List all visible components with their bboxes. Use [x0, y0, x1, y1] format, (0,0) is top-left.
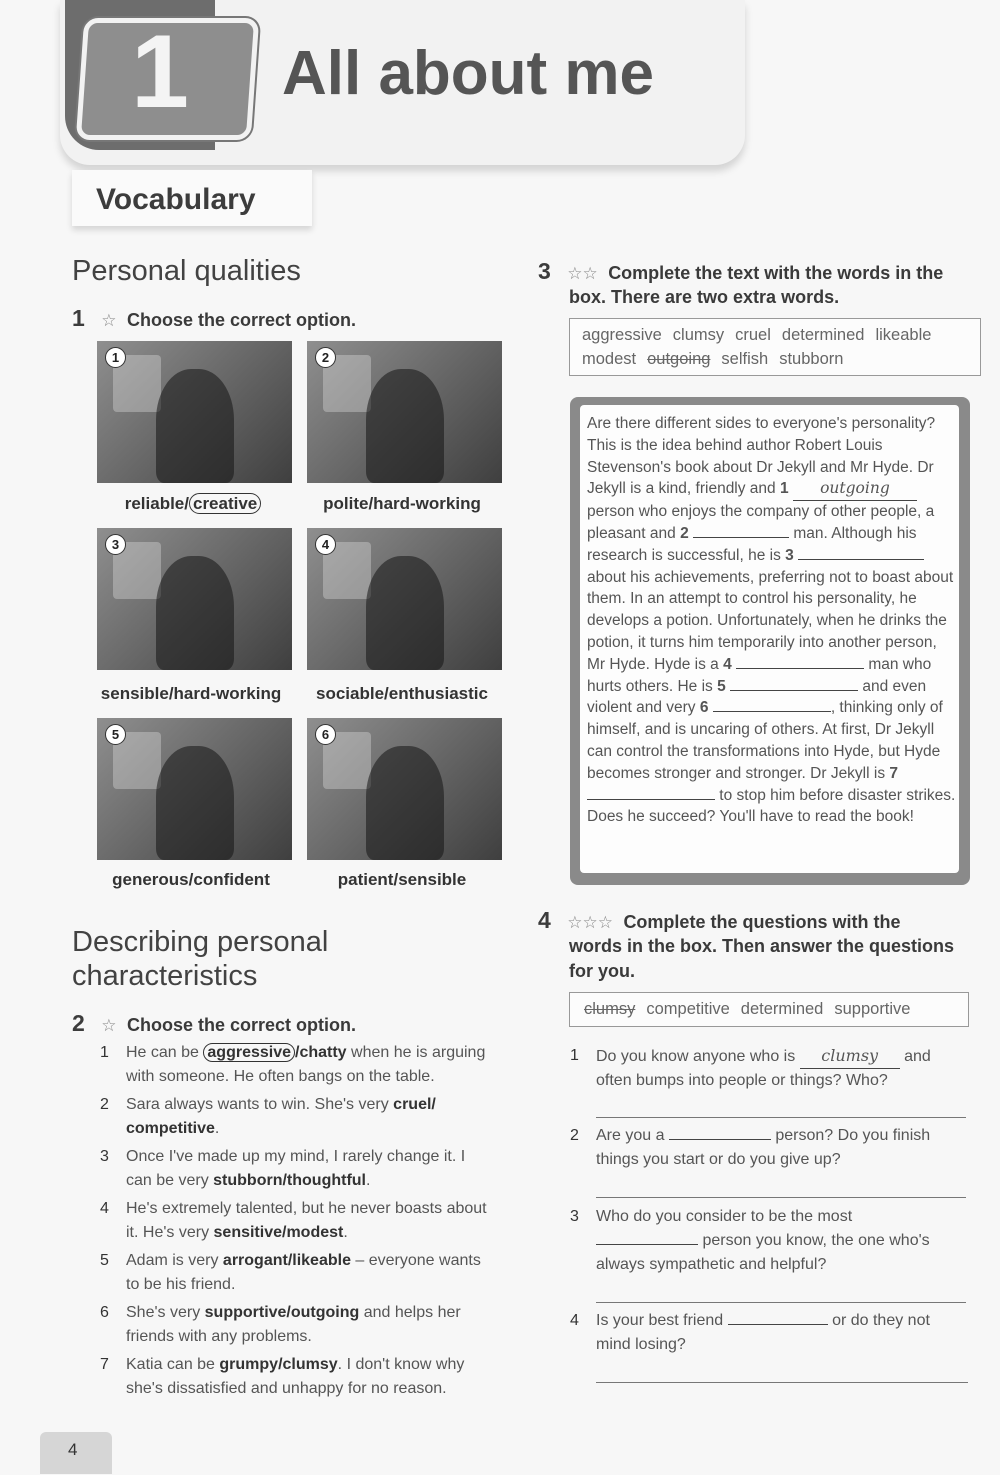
text-segment: about his achievements, preferring not to boast about them. In an attempt to control his personality, he develops a potion. Unfortunately, when he drinks the potion, it turns him temporarily into another person, Mr Hyde. Hyde is a	[587, 568, 954, 673]
photo-3-caption: sensible/hard-working	[100, 684, 282, 703]
exercise-4-question	[570, 1124, 960, 1172]
exercise-number: 3	[538, 258, 551, 284]
gap-number: 1	[779, 480, 789, 498]
exercise-instruction-line1: Complete the questions with the	[623, 912, 901, 932]
exercise-3-header	[538, 258, 978, 286]
unit-number: 1	[131, 14, 189, 130]
box-word: modest	[582, 350, 637, 368]
item-text: Adam is very	[126, 1252, 223, 1269]
text-segment: and even violent and very	[587, 677, 927, 717]
item-number: 3	[100, 1148, 109, 1165]
photo-number-badge: 1	[105, 347, 126, 368]
item-text: Katia can be	[126, 1356, 220, 1373]
caption-text: reliable/	[124, 494, 189, 513]
item-options: supportive/outgoing	[204, 1304, 360, 1321]
exercise-instruction-line3: for you.	[569, 961, 635, 981]
circled-answer: creative	[189, 493, 261, 514]
photo-1	[97, 341, 292, 483]
item-text: .	[343, 1224, 348, 1241]
gap-blank	[713, 711, 831, 712]
box-word-crossed: clumsy	[584, 1000, 636, 1018]
gap-answer: clumsy	[800, 1044, 900, 1069]
exercise-instruction-line2: box. There are two extra words.	[569, 287, 840, 307]
photo-number-badge: 6	[315, 724, 336, 745]
box-word: determined	[740, 1000, 824, 1018]
item-number: 4	[100, 1200, 109, 1217]
question-text: Do you know anyone who is	[596, 1048, 800, 1065]
exercise-2-header	[72, 1010, 356, 1038]
item-options: grumpy/clumsy	[219, 1356, 338, 1373]
gap-number: 7	[889, 764, 899, 782]
photo-6	[307, 718, 502, 860]
box-word: clumsy	[672, 326, 725, 344]
box-word: supportive	[834, 1000, 911, 1018]
gap-blank	[730, 690, 858, 691]
item-text: He can be	[126, 1044, 204, 1061]
answer-line[interactable]	[596, 1382, 968, 1383]
photo-4	[307, 528, 502, 670]
photo-5	[97, 718, 292, 860]
photo-6-caption: patient/sensible	[337, 870, 467, 889]
item-text: Once I've made up my mind, I rarely change it. I can be very	[126, 1148, 466, 1189]
item-text: when he is arguing with someone. He often bangs on the table.	[126, 1044, 486, 1085]
photo-5-caption: generous/confident	[112, 870, 270, 889]
box-word: stubborn	[779, 350, 844, 368]
exercise-number: 2	[72, 1010, 85, 1036]
gap-blank	[587, 799, 715, 800]
photo-3	[97, 528, 292, 670]
gap-blank	[736, 668, 864, 669]
question-number: 1	[570, 1047, 579, 1064]
item-number: 2	[100, 1096, 109, 1113]
gap-blank	[728, 1324, 828, 1325]
gap-number: 6	[699, 699, 709, 717]
photo-2-caption: polite/hard-working	[323, 494, 481, 513]
text-segment: man who hurts others. He is	[587, 655, 932, 695]
exercise-instruction: Choose the correct option.	[126, 310, 356, 330]
answer-line[interactable]	[596, 1302, 966, 1303]
gap-blank	[798, 559, 924, 560]
item-text: – everyone wants to be his friend.	[126, 1252, 481, 1293]
question-number: 3	[570, 1208, 579, 1225]
word-box-4	[569, 992, 969, 1027]
text-segment: man. Although his research is successful, he is	[587, 524, 917, 564]
item-options: /chatty	[295, 1044, 347, 1061]
photo-2	[307, 341, 502, 483]
item-options: stubborn/thoughtful	[213, 1172, 366, 1189]
photo-1-caption	[88, 494, 298, 514]
question-text: Is your best friend	[596, 1312, 728, 1329]
item-number: 6	[100, 1304, 109, 1321]
exercise-2-item	[100, 1353, 500, 1401]
reading-text	[587, 413, 959, 828]
personal-qualities-heading: Personal qualities	[72, 255, 301, 287]
gap-number: 3	[785, 546, 794, 564]
exercise-instruction: Choose the correct option.	[126, 1015, 356, 1035]
exercise-instruction-line2: words in the box. Then answer the questions	[569, 936, 955, 956]
question-text: Are you a	[596, 1127, 669, 1144]
word-box-3	[569, 318, 981, 376]
star-icon: ☆☆	[567, 264, 598, 283]
describing-heading	[72, 925, 328, 993]
item-text: She's very	[126, 1304, 205, 1321]
describing-heading-line1: Describing personal	[72, 926, 329, 958]
star-icon: ☆	[101, 311, 117, 330]
exercise-2-item	[100, 1301, 500, 1349]
photo-number-badge: 3	[105, 534, 126, 555]
question-text: or do they not mind losing?	[596, 1312, 930, 1353]
question-number: 2	[570, 1127, 579, 1144]
gap-number: 2	[680, 524, 689, 542]
exercise-4-header	[538, 907, 978, 935]
text-segment: person who enjoys the company of other people, a pleasant and	[587, 503, 935, 542]
question-text: and often bumps into people or things? Who?	[596, 1048, 931, 1089]
exercise-number: 1	[72, 305, 85, 331]
gap-blank	[693, 537, 789, 538]
item-number: 1	[100, 1044, 109, 1061]
star-icon: ☆	[101, 1016, 117, 1035]
text-segment: , thinking only of himself, and is uncaring of others. At first, Dr Jekyll can control the transformations into Hyde, but Hyde becomes stronger and stronger. Dr Jekyll is	[587, 699, 943, 782]
box-word: cruel	[735, 326, 771, 344]
answer-line[interactable]	[596, 1197, 966, 1198]
circled-answer: aggressive	[203, 1043, 295, 1062]
item-number: 7	[100, 1356, 109, 1373]
box-word-crossed: outgoing	[647, 350, 711, 368]
item-number: 5	[100, 1252, 109, 1269]
exercise-2-item	[100, 1145, 495, 1193]
exercise-2-item	[100, 1093, 480, 1141]
describing-heading-line2: characteristics	[72, 960, 258, 992]
exercise-2-item	[100, 1249, 490, 1297]
gap-number: 5	[717, 677, 726, 695]
photo-number-badge: 2	[315, 347, 336, 368]
item-options: arrogant/likeable	[222, 1252, 351, 1269]
item-text: and helps her friends with any problems.	[126, 1304, 461, 1345]
box-word: competitive	[646, 1000, 730, 1018]
box-word: aggressive	[582, 326, 662, 344]
unit-title: All about me	[282, 39, 655, 108]
exercise-4-question	[570, 1309, 960, 1357]
exercise-4-question	[570, 1205, 955, 1277]
exercise-2-item	[100, 1197, 495, 1245]
photo-number-badge: 4	[315, 534, 336, 555]
item-options: cruel/ competitive	[126, 1096, 436, 1137]
box-word: selfish	[721, 350, 769, 368]
section-title: Vocabulary	[96, 183, 256, 216]
exercise-instruction-line1: Complete the text with the words in the	[608, 263, 944, 283]
exercise-number: 4	[538, 907, 551, 933]
gap-number: 4	[723, 655, 732, 673]
item-options: sensitive/modest	[213, 1224, 344, 1241]
question-text: Who do you consider to be the most	[596, 1208, 853, 1225]
item-text: Sara always wants to win. She's very	[126, 1096, 394, 1113]
item-text: .	[214, 1120, 220, 1137]
star-icon: ☆☆☆	[567, 913, 613, 932]
photo-4-caption: sociable/enthusiastic	[316, 684, 488, 703]
exercise-2-item	[100, 1041, 500, 1089]
photo-number-badge: 5	[105, 724, 126, 745]
box-word: determined	[781, 326, 865, 344]
gap-blank	[596, 1244, 698, 1245]
question-text: person you know, the one who's always sympathetic and helpful?	[596, 1232, 930, 1273]
box-word: likeable	[875, 326, 932, 344]
question-number: 4	[570, 1312, 579, 1329]
exercise-1-header	[72, 305, 356, 333]
answer-line[interactable]	[596, 1117, 966, 1118]
question-text: person? Do you finish things you start or do you give up?	[596, 1127, 931, 1168]
page-number: 4	[68, 1440, 78, 1459]
item-text: .	[366, 1172, 371, 1189]
text-segment: to stop him before disaster strikes. Does he succeed? You'll have to read the book!	[587, 786, 956, 826]
gap-blank	[669, 1139, 771, 1140]
gap-answer: outgoing	[793, 478, 917, 501]
item-text: . I don't know why she's dissatisfied and unhappy for no reason.	[126, 1356, 465, 1397]
item-text: He's extremely talented, but he never boasts about it. He's very	[126, 1200, 487, 1241]
text-segment: Are there different sides to everyone's personality? This is the idea behind author Robert Louis Stevenson's book about Dr Jekyll and Mr Hyde. Dr Jekyll is a kind, friendly and	[587, 415, 936, 498]
exercise-4-question	[570, 1044, 960, 1093]
